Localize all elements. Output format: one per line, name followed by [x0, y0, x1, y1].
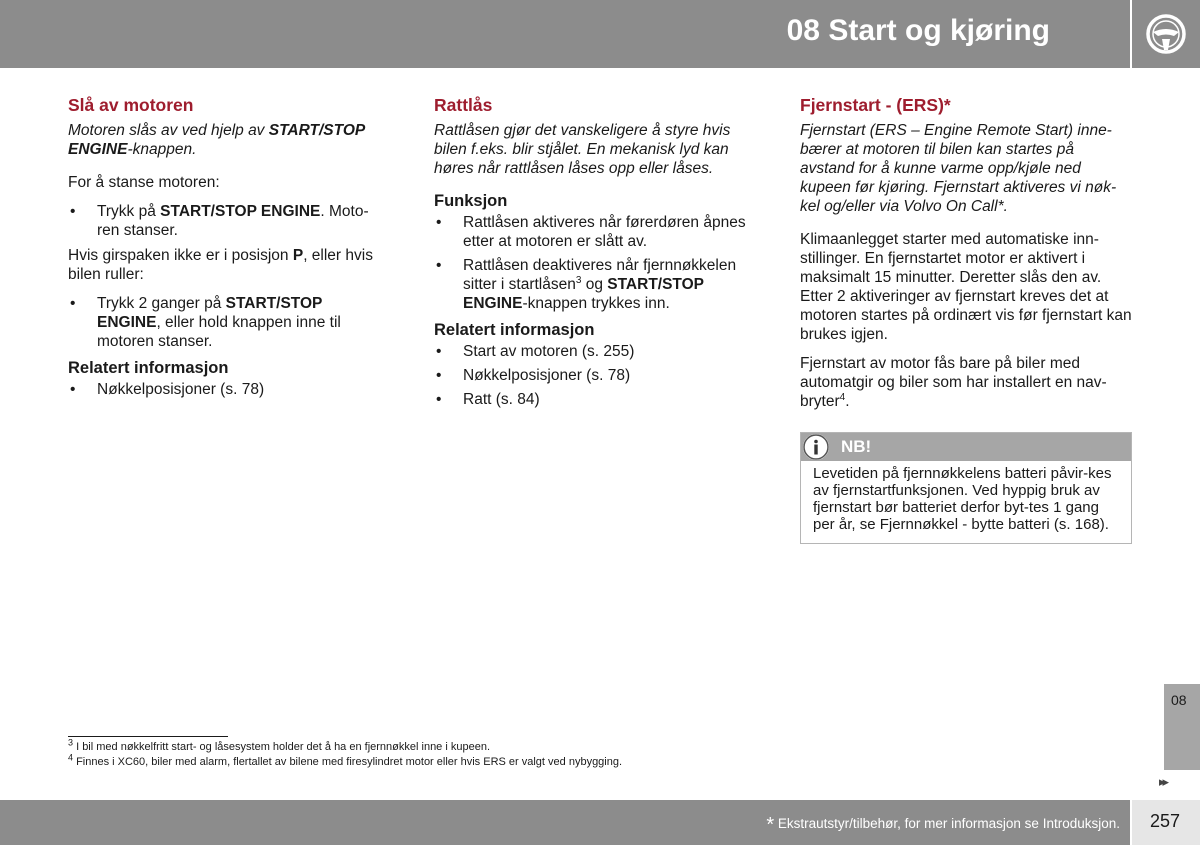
footnotes [68, 737, 623, 770]
page-number: 257 [1150, 811, 1181, 831]
paragraph: Fjernstart av motor fås bare på biler med automatgir og biler som har installert en nav-bryter$^4$. [800, 355, 1107, 410]
page-number-box [1132, 800, 1200, 845]
section-heading: Rattlås [434, 95, 493, 115]
section-engine-off [68, 96, 388, 405]
bullet-list [68, 202, 388, 240]
note-header [801, 433, 1131, 461]
continue-arrows-icon: ▸▸ [1159, 774, 1167, 789]
related-link[interactable]: • Nøkkelposisjoner (s. 78) [68, 380, 388, 399]
footnote-4: $^4$ Finnes i XC60, biler med alarm, flertallet av bilene med firesylindret motor eller hvis ERS er valgt ved nybygging. [68, 752, 623, 768]
chapter-title: 08 Start og kjøring [786, 14, 1050, 47]
note-box [800, 432, 1132, 544]
footer-text: * Ekstrautstyr/tilbehør, for mer informasjon se Introduksjon. [766, 814, 1120, 836]
paragraph: Klimaanlegget starter med automatiske inn-stillinger. En fjernstartet motor er aktivert i maksimalt 15 minutter. Deretter slås den av. Etter 2 aktiveringer av fjernstart kreves det at motoren startes på ordinært vis før fjernstart kan brukes igjen. [800, 231, 1132, 343]
list-item: • Rattlåsen deaktiveres når fjernnøkkelen sitter i startlåsen$^3$ og START/STOP ENGINE-knappen trykkes inn. [434, 256, 754, 313]
page-header [0, 0, 1130, 68]
paragraph: For å stanse motoren: [68, 174, 220, 191]
related-heading: Relatert informasjon [434, 321, 595, 339]
note-label: NB! [841, 437, 872, 456]
related-link[interactable]: • Ratt (s. 84) [434, 390, 754, 409]
section-intro: Rattlåsen gjør det vanskeligere å styre hvis bilen f.eks. blir stjålet. En mekanisk lyd kan høres når rattlåsen låses opp eller låses. [434, 122, 731, 177]
list-item: • Trykk 2 ganger på START/STOP ENGINE, eller hold knappen inne til motoren stanser. [68, 294, 388, 351]
related-list [68, 380, 388, 399]
section-intro: Motoren slås av ved hjelp av START/STOP ENGINE-knappen. [68, 122, 365, 158]
bullet-list [68, 294, 388, 351]
section-heading: Fjernstart - (ERS)* [800, 95, 951, 115]
bullet-list [434, 213, 754, 313]
page-footer [0, 800, 1130, 845]
related-link[interactable]: • Nøkkelposisjoner (s. 78) [434, 366, 754, 385]
paragraph: Hvis girspaken ikke er i posisjon P, eller hvis bilen ruller: [68, 247, 373, 283]
section-heading: Slå av motoren [68, 95, 194, 115]
chapter-icon-box [1132, 0, 1200, 68]
info-icon [803, 434, 829, 460]
list-item: • Trykk på START/STOP ENGINE. Moto-ren stanser. [68, 202, 388, 240]
list-item: • Rattlåsen aktiveres når førerdøren åpnes etter at motoren er slått av. [434, 213, 754, 251]
note-text: Levetiden på fjernnøkkelens batteri påvir-kes av fjernstartfunksjonen. Ved hyppig bruk av fjernstart bør batteriet derfor byt-tes 1 gang per år, se Fjernnøkkel - bytte batteri (s. 168). [813, 465, 1112, 533]
section-remote-start [800, 96, 1132, 421]
section-intro: Fjernstart (ERS – Engine Remote Start) inne-bærer at motoren til bilen kan startes på avstand for å kunne varme opp/kjøle ned kupeen før kjøring. Fjernstart aktiveres vi nøk-kel og/eller via Volvo On Call*. [800, 122, 1117, 215]
steering-wheel-icon [1144, 12, 1188, 56]
related-heading: Relatert informasjon [68, 359, 229, 377]
related-link[interactable]: • Start av motoren (s. 255) [434, 342, 754, 361]
footnote-3: $^3$ I bil med nøkkelfritt start- og låsesystem holder det å ha en fjernnøkkel inne i kupeen. [68, 737, 491, 753]
related-list [434, 342, 754, 409]
section-steering-lock [434, 96, 754, 415]
chapter-tab[interactable] [1164, 684, 1200, 770]
function-heading: Funksjon [434, 192, 508, 210]
chapter-tab-label: 08 [1171, 692, 1187, 708]
footnote-divider [68, 736, 228, 737]
